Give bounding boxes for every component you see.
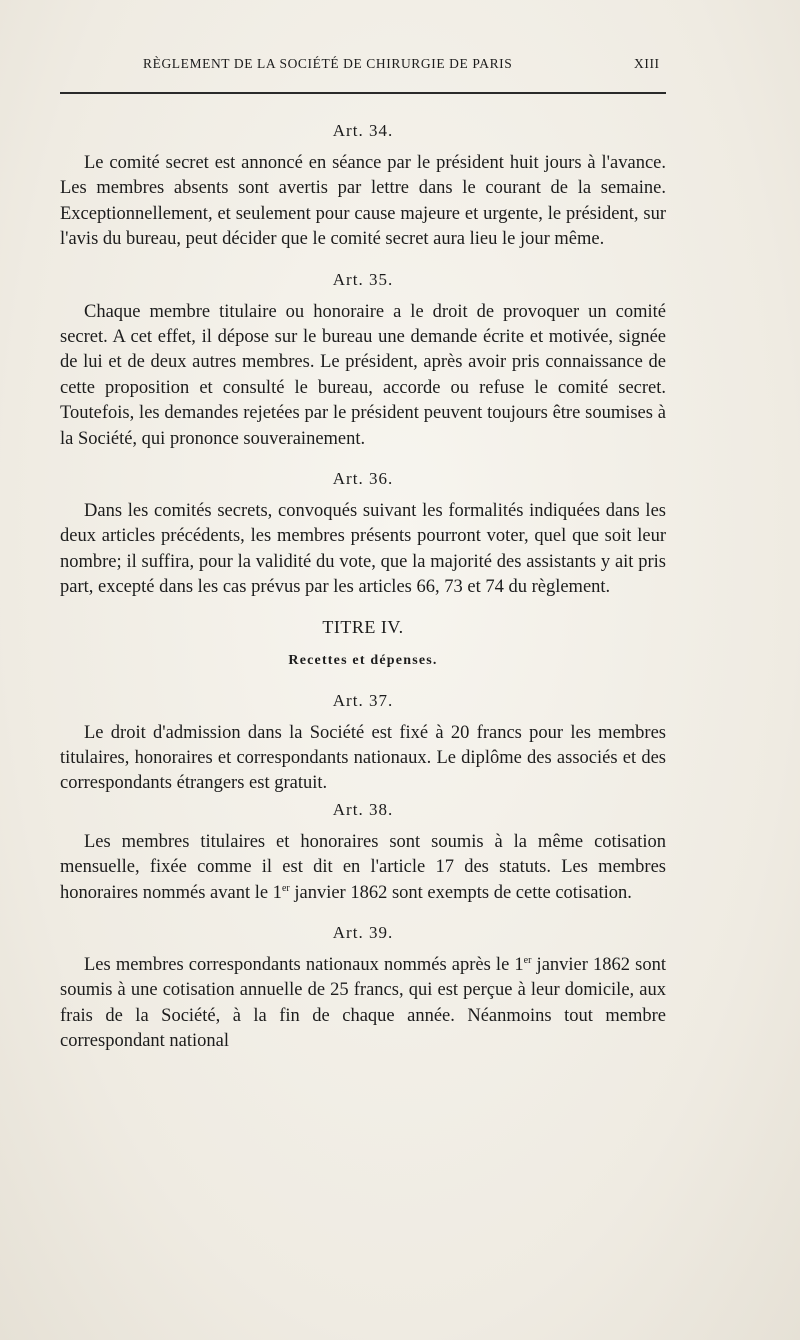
article-text-38 (60, 830, 666, 906)
article-heading-36: Art. 36. (332, 469, 394, 489)
article-text-35: Chaque membre titulaire ou honoraire a le droit de provoquer un comité secret. A cet effet, il dépose sur le bureau une demande écrite et motivée, signée de lui et de deux autres membres. Le président, après avoir pris connaissance de cette proposition et consulté le bureau, accorde ou refuse le comité secret. Toutefois, les demandes rejetées par le président peuvent toujours être soumises à la Société, qui prononce souverainement. (60, 301, 666, 449)
article-text-37: Le droit d'admission dans la Société est fixé à 20 francs pour les membres titulaires, honoraires et correspondants nationaux. Le diplôme des associés et des correspondants étrangers est gratuit. (60, 722, 666, 794)
article-text-39 (60, 953, 666, 1055)
article-text-39-part2: janvier 1862 sont soumis à une cotisation annuelle de 25 francs, qui est perçue à leur domicile, aux frais de la Société, à la fin de chaque année. Néanmoins tout membre correspondant national (60, 954, 667, 1052)
article-text-39-part1: Les membres correspondants nationaux nommés après le 1 (84, 954, 524, 975)
article-text-38-part2: janvier 1862 sont exempts de cette cotisation. (289, 882, 632, 903)
section-subtitle: Recettes et dépenses. (288, 653, 438, 669)
section-title: TITRE IV. (322, 616, 404, 637)
article-heading-34: Art. 34. (332, 121, 394, 140)
article-text-38-part1: Les membres titulaires et honoraires sont soumis à la même cotisation mensuelle, fixée comme il est dit en l'article 17 des statuts. Les membres honoraires nommés avant le 1 (60, 831, 666, 903)
page-number: XIII (634, 56, 660, 71)
article-heading-35: Art. 35. (332, 269, 394, 289)
article-heading-37: Art. 37. (332, 690, 394, 710)
article-text-36: Dans les comités secrets, convoqués suivant les formalités indiquées dans les deux articles précédents, les membres présents pourront voter, quel que soit leur nombre; il suffira, pour la validité du vote, que la majorité des assistants y ait pris part, excepté dans les cas prévus par les articles 66, 73 et 74 du règlement. (60, 501, 666, 598)
ordinal-sup-38: er (281, 882, 290, 894)
ordinal-sup-39: er (523, 954, 532, 966)
page-body (60, 118, 666, 1055)
article-heading-39: Art. 39. (332, 922, 394, 942)
header-rule (60, 92, 666, 94)
running-title: RÈGLEMENT DE LA SOCIÉTÉ DE CHIRURGIE DE PARIS (143, 56, 513, 71)
article-heading-38: Art. 38. (332, 799, 394, 819)
article-text-34: Le comité secret est annoncé en séance par le président huit jours à l'avance. Les membres absents sont avertis par lettre dans le courant de la semaine. Exceptionnellement, et seulement pour cause majeure et urgente, le président, sur l'avis du bureau, peut décider que le comité secret aura lieu le jour même. (60, 153, 666, 250)
